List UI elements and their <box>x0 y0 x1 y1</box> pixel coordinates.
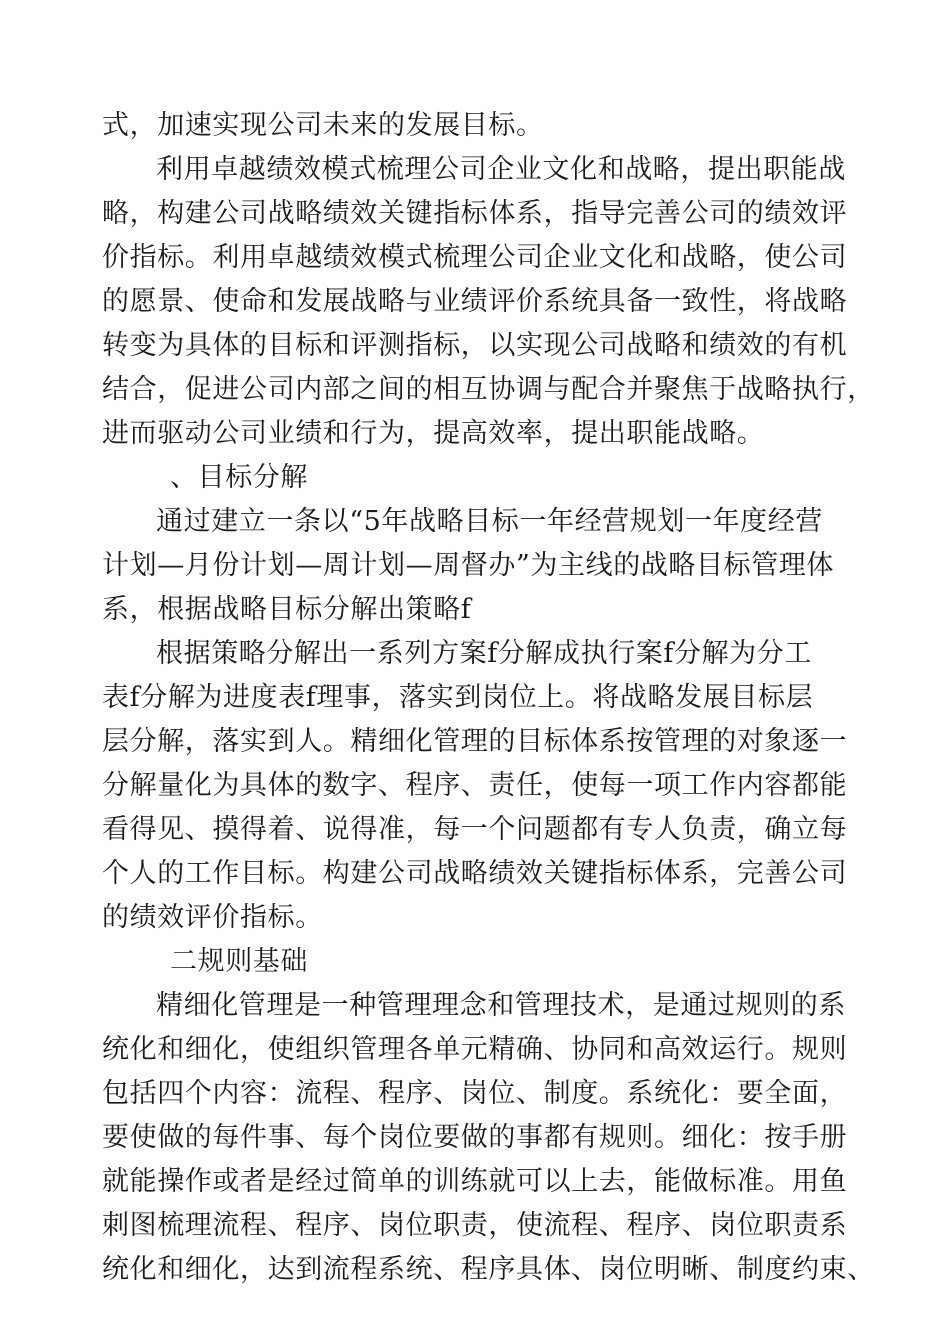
text-line: 看得见、摸得着、说得准，每一个问题都有专人负责，确立每 <box>102 814 848 845</box>
text-line: 统化和细化，达到流程系统、程序具体、岗位明晰、制度约束、 <box>102 1254 875 1285</box>
text-line: 表f分解为进度表f理事，落实到岗位上。将战略发展目标层 <box>102 682 814 713</box>
text-line: 式，加速实现公司未来的发展目标。 <box>102 110 544 141</box>
text-line: 就能操作或者是经过简单的训练就可以上去，能做标准。用鱼 <box>102 1166 848 1197</box>
text-line: 个人的工作目标。构建公司战略绩效关键指标体系，完善公司 <box>102 858 848 889</box>
text-line: 分解量化为具体的数字、程序、责任，使每一项工作内容都能 <box>102 770 848 801</box>
text-line: 进而驱动公司业绩和行为，提高效率，提出职能战略。 <box>102 418 765 449</box>
text-line: 系，根据战略目标分解出策略f <box>102 594 472 625</box>
text-line: 略，构建公司战略绩效关键指标体系，指导完善公司的绩效评 <box>102 198 848 229</box>
text-line: 包括四个内容：流程、程序、岗位、制度。系统化：要全面， <box>102 1078 848 1109</box>
text-line: 结合，促进公司内部之间的相互协调与配合并聚焦于战略执行， <box>102 374 875 405</box>
text-line: 要使做的每件事、每个岗位要做的事都有规则。细化：按手册 <box>102 1122 848 1153</box>
text-line: 统化和细化，使组织管理各单元精确、协同和高效运行。规则 <box>102 1034 848 1065</box>
text-line: 转变为具体的目标和评测指标，以实现公司战略和绩效的有机 <box>102 330 848 361</box>
text-line: 的愿景、使命和发展战略与业绩评价系统具备一致性，将战略 <box>102 286 848 317</box>
paragraph-start: 通过建立一条以“5年战略目标一年经营规划一年度经营 <box>156 506 823 537</box>
text-line: 计划—月份计划—周计划—周督办”为主线的战略目标管理体 <box>102 550 835 581</box>
section-heading: 二规则基础 <box>170 946 308 977</box>
text-line: 刺图梳理流程、程序、岗位职责，使流程、程序、岗位职责系 <box>102 1210 848 1241</box>
text-line: 的绩效评价指标。 <box>102 902 323 933</box>
section-heading: 、目标分解 <box>170 462 308 493</box>
paragraph-start: 利用卓越绩效模式梳理公司企业文化和战略，提出职能战 <box>156 154 846 185</box>
paragraph-start: 根据策略分解出一系列方案f分解成执行案f分解为分工 <box>156 638 812 669</box>
text-line: 层分解，落实到人。精细化管理的目标体系按管理的对象逐一 <box>102 726 848 757</box>
text-line: 价指标。利用卓越绩效模式梳理公司企业文化和战略，使公司 <box>102 242 848 273</box>
paragraph-start: 精细化管理是一种管理理念和管理技术，是通过规则的系 <box>156 990 846 1021</box>
